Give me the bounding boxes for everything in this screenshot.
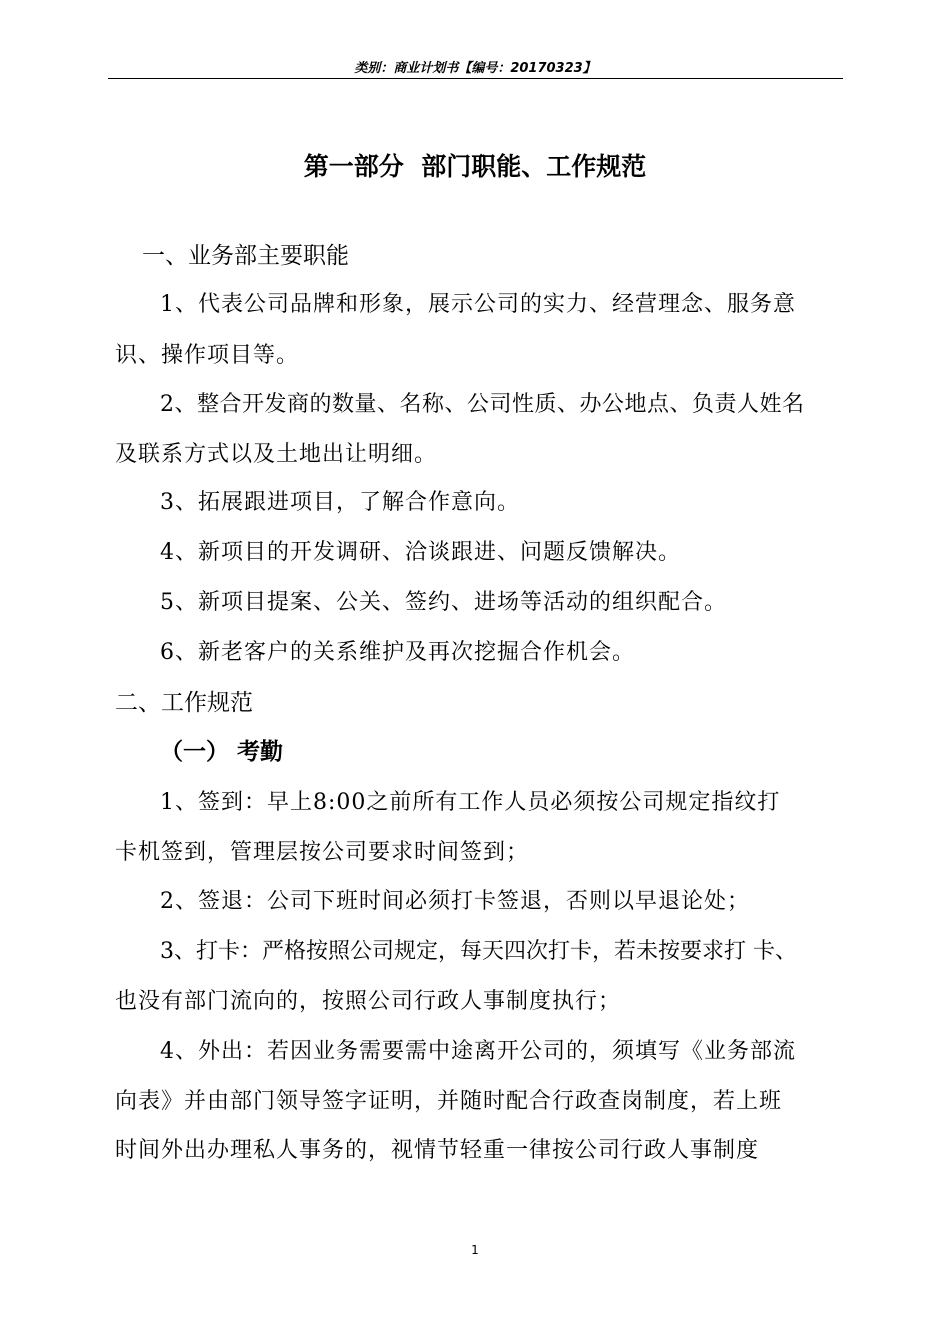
page-header: 类别：商业计划书【编号：20170323】 xyxy=(354,61,596,76)
page-number: 1 xyxy=(471,1243,479,1257)
paragraph-line: 4、新项目的开发调研、洽谈跟进、问题反馈解决。 xyxy=(160,540,681,565)
paragraph-line: 也没有部门流向的，按照公司行政人事制度执行； xyxy=(115,989,622,1014)
paragraph-line: 识、操作项目等。 xyxy=(115,343,300,368)
paragraph-line: 6、新老客户的关系维护及再次挖掘合作机会。 xyxy=(160,640,635,665)
paragraph-line: 时间外出办理私人事务的，视情节轻重一律按公司行政人事制度 xyxy=(115,1138,760,1163)
paragraph-line: 向表》并由部门领导签字证明，并随时配合行政查岗制度，若上班 xyxy=(115,1089,783,1114)
header-divider xyxy=(108,78,843,79)
paragraph-line: 卡机签到，管理层按公司要求时间签到； xyxy=(115,840,530,865)
paragraph-line: 4、外出：若因业务需要需中途离开公司的，须填写《业务部流 xyxy=(160,1039,796,1064)
paragraph-line: 2、签退：公司下班时间必须打卡签退，否则以早退论处； xyxy=(160,889,750,914)
paragraph-line: 3、拓展跟进项目，了解合作意向。 xyxy=(160,490,520,515)
section-heading-1: 一、业务部主要职能 xyxy=(142,243,349,269)
paragraph-line: 3、打卡：严格按照公司规定，每天四次打卡，若未按要求打 卡、 xyxy=(160,939,797,964)
paragraph-line: 及联系方式以及土地出让明细。 xyxy=(115,442,438,467)
paragraph-line: 2、整合开发商的数量、名称、公司性质、办公地点、负责人姓名 xyxy=(160,392,805,417)
paragraph-line: 5、新项目提案、公关、签约、进场等活动的组织配合。 xyxy=(160,590,727,615)
subsection-heading: （一） 考勤 xyxy=(160,739,284,765)
paragraph-line: 1、代表公司品牌和形象，展示公司的实力、经营理念、服务意 xyxy=(160,292,796,317)
paragraph-line: 1、签到：早上8:00之前所有工作人员必须按公司规定指纹打 xyxy=(160,790,781,815)
section-heading-2: 二、工作规范 xyxy=(115,690,253,716)
document-title: 第一部分 部门职能、工作规范 xyxy=(303,152,647,181)
